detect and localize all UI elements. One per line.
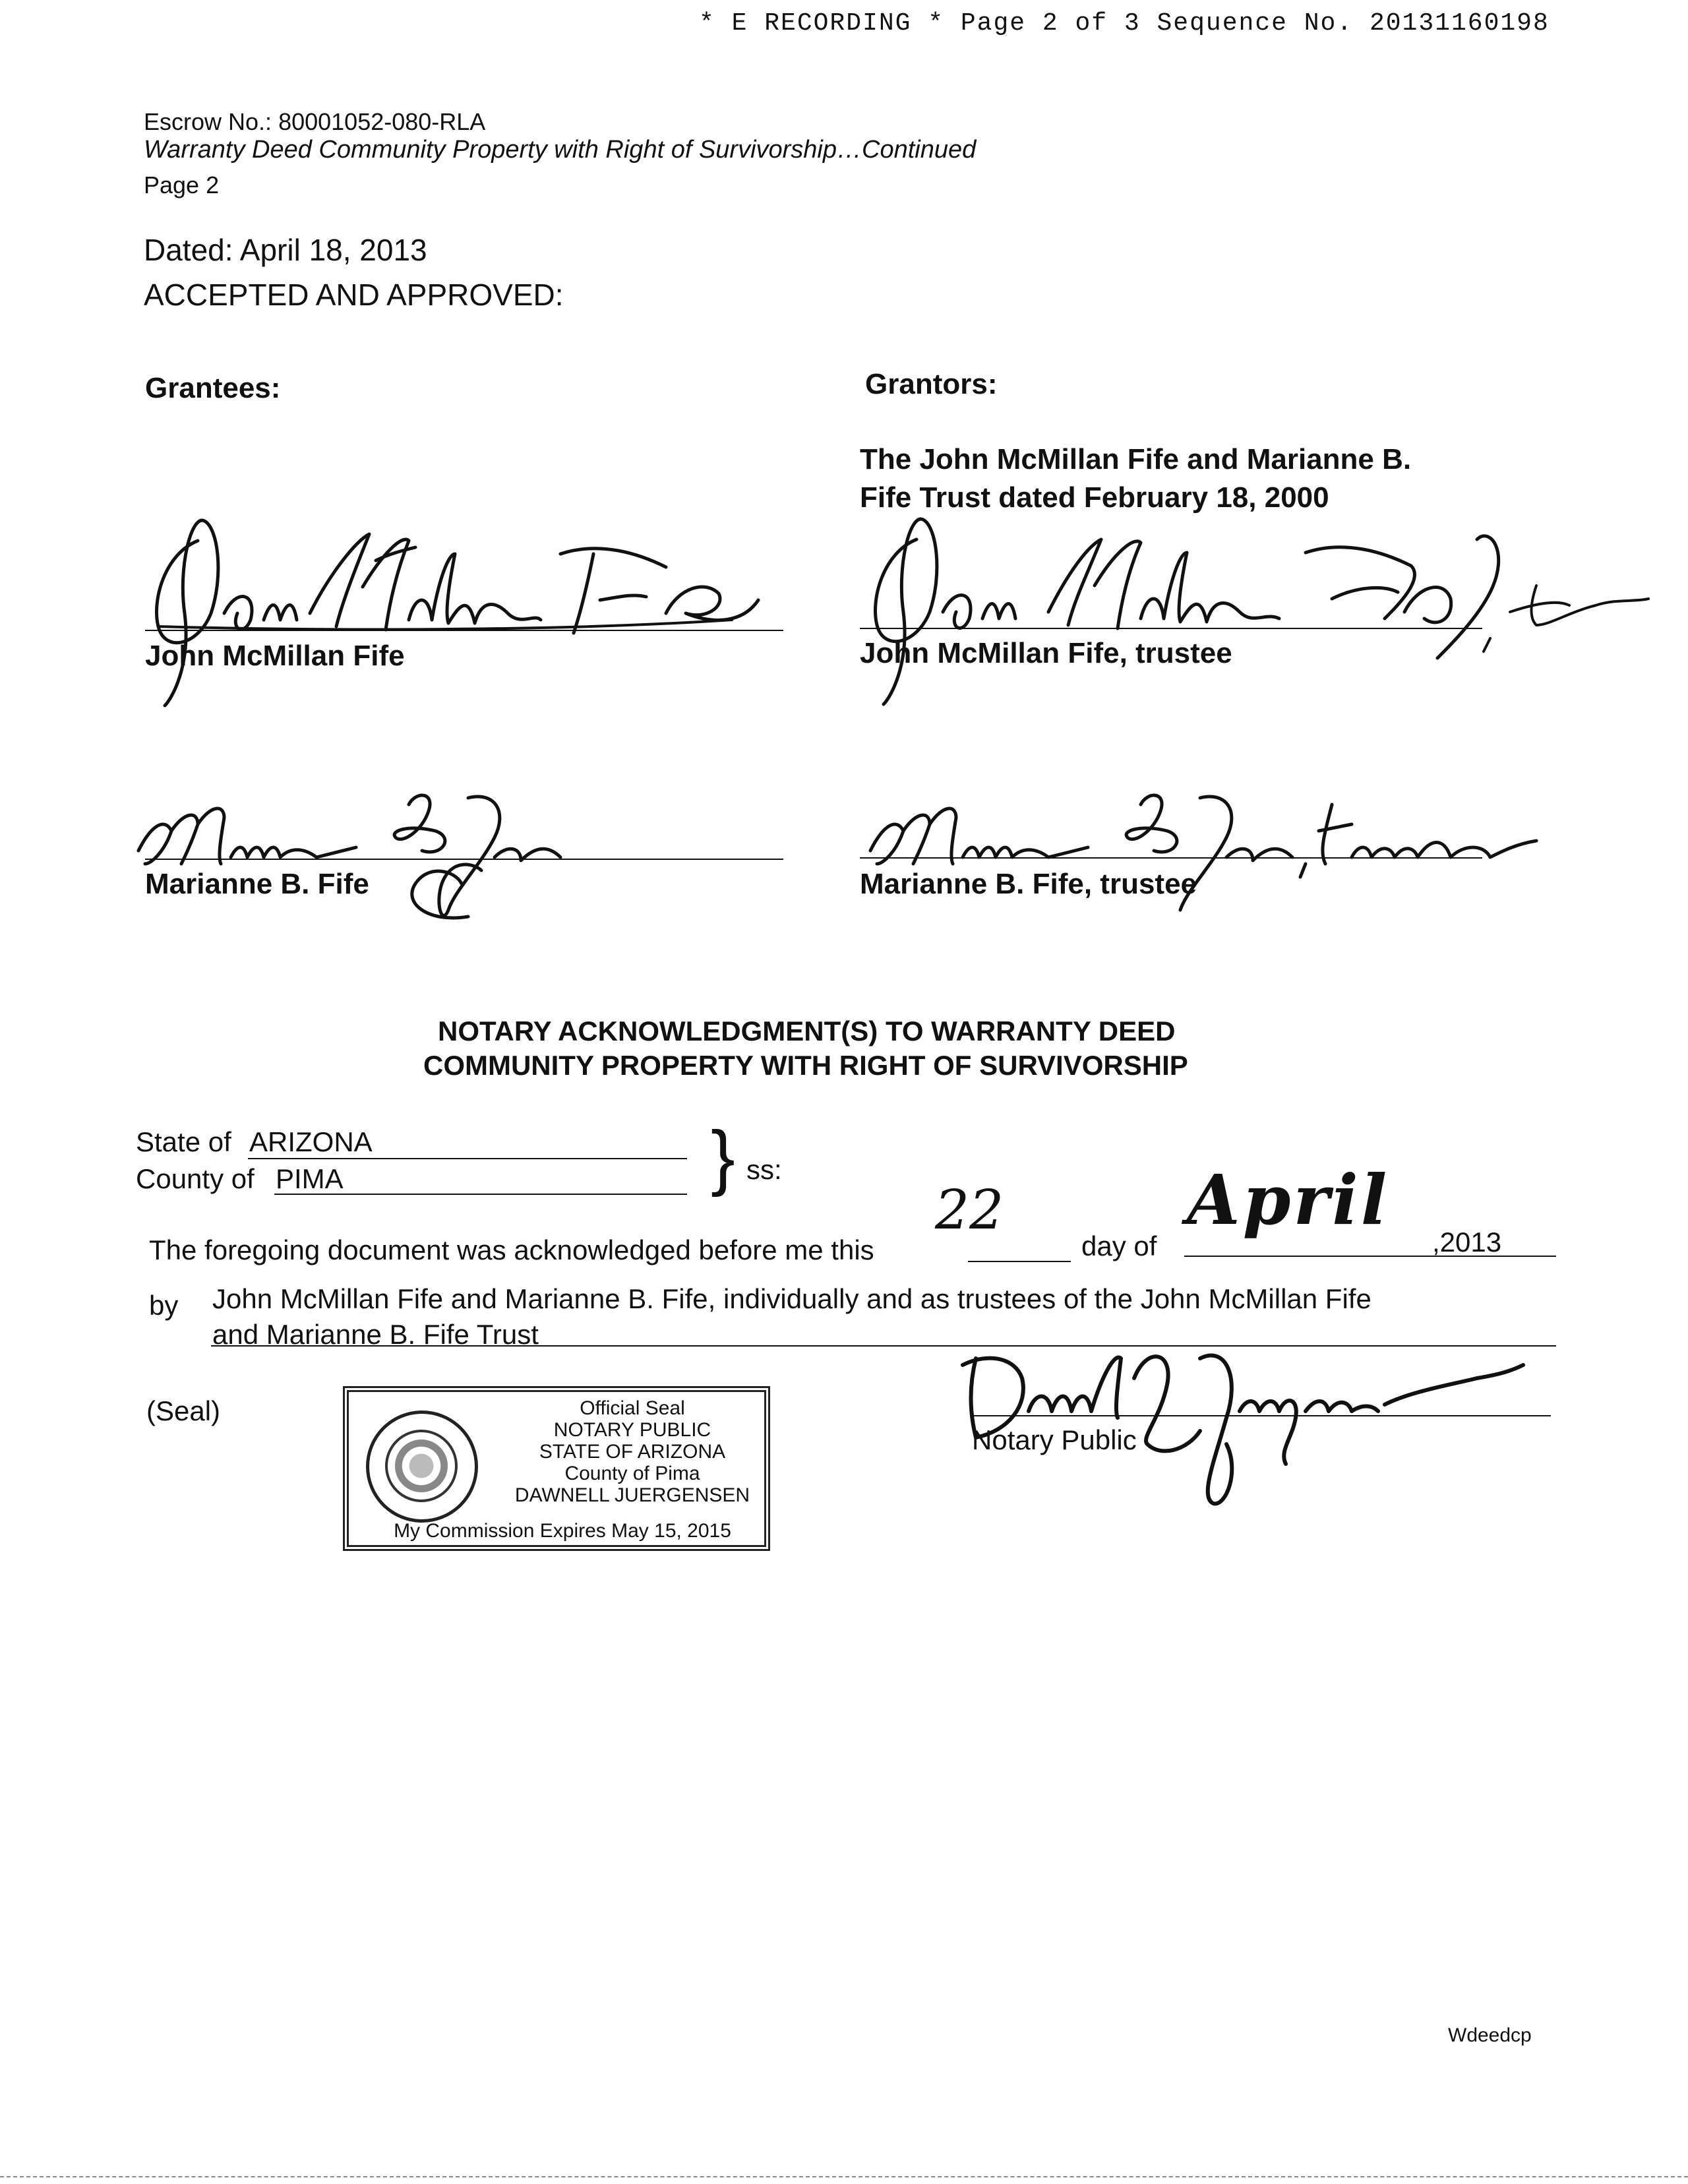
county-label: County of (136, 1163, 255, 1194)
escrow-label: Escrow No.: (144, 108, 272, 135)
state-seal-icon (366, 1410, 478, 1523)
dated-line (144, 232, 427, 268)
day-underline (968, 1261, 1071, 1262)
venue-brace: } (711, 1116, 735, 1198)
grantee-2-name: Marianne B. Fife (145, 868, 369, 900)
notary-stamp (343, 1386, 770, 1551)
county-underline (274, 1194, 687, 1195)
signature-john-fife (138, 514, 798, 712)
day-value: 22 (935, 1179, 1004, 1242)
scan-edge (0, 2176, 1688, 2177)
form-code: Wdeedcp (1448, 2024, 1532, 2046)
seal-label: (Seal) (146, 1395, 221, 1426)
stamp-line-4: County of Pima (564, 1463, 700, 1484)
trust-name-line-2: Fife Trust dated February 18, 2000 (860, 481, 1329, 514)
grantees-heading: Grantees: (145, 372, 281, 404)
by-line-2: and Marianne B. Fife Trust (212, 1319, 539, 1350)
grantee-1-name: John McMillan Fife (145, 640, 405, 672)
grantors-heading: Grantors: (865, 368, 998, 400)
state-label: State of (136, 1126, 231, 1157)
signature-notary (950, 1339, 1543, 1510)
stamp-text-block (500, 1397, 764, 1506)
deed-subtitle: Warranty Deed Community Property with Right of Survivorship…Continued (144, 136, 977, 164)
notary-title-line-2: COMMUNITY PROPERTY WITH RIGHT OF SURVIVORSHIP (423, 1050, 1188, 1081)
page-label: Page 2 (144, 171, 220, 198)
by-label: by (149, 1290, 179, 1321)
stamp-line-6: My Commission Expires May 15, 2015 (394, 1520, 731, 1542)
grantor-2-name: Marianne B. Fife, trustee (860, 868, 1197, 900)
escrow-line (144, 108, 485, 136)
notary-title-line-1: NOTARY ACKNOWLEDGMENT(S) TO WARRANTY DEED (438, 1016, 1176, 1046)
year-text: ,2013 (1432, 1227, 1502, 1258)
by-line-1: John McMillan Fife and Marianne B. Fife, individually and as trustees of the John McMillan Fife (212, 1283, 1372, 1314)
grantor-1-name: John McMillan Fife, trustee (860, 637, 1232, 669)
stamp-line-5: DAWNELL JUERGENSEN (514, 1484, 750, 1506)
signature-marianne-fife (125, 785, 706, 930)
dated-label: Dated: (144, 233, 233, 267)
trust-name-line-1: The John McMillan Fife and Marianne B. (860, 443, 1412, 475)
signature-marianne-fife-trustee (857, 785, 1556, 930)
signature-john-fife-trustee (857, 513, 1662, 711)
county-value: PIMA (276, 1163, 344, 1194)
day-of-label: day of (1081, 1230, 1157, 1261)
month-underline (1184, 1256, 1556, 1257)
state-value: ARIZONA (249, 1126, 373, 1157)
notary-public-label: Notary Public (972, 1424, 1137, 1455)
accepted-approved: ACCEPTED AND APPROVED: (144, 278, 564, 312)
ss-label: ss: (746, 1154, 782, 1185)
recording-header: * E RECORDING * Page 2 of 3 Sequence No. 20131160198 (699, 9, 1550, 38)
month-value: April (1187, 1159, 1390, 1240)
stamp-line-2: NOTARY PUBLIC (553, 1419, 711, 1441)
ack-text: The foregoing document was acknowledged before me this (149, 1234, 874, 1265)
dated-value: April 18, 2013 (239, 233, 427, 267)
stamp-line-3: STATE OF ARIZONA (539, 1441, 726, 1463)
stamp-line-1: Official Seal (580, 1397, 685, 1419)
escrow-number: 80001052-080-RLA (278, 108, 486, 135)
state-underline (248, 1158, 687, 1159)
